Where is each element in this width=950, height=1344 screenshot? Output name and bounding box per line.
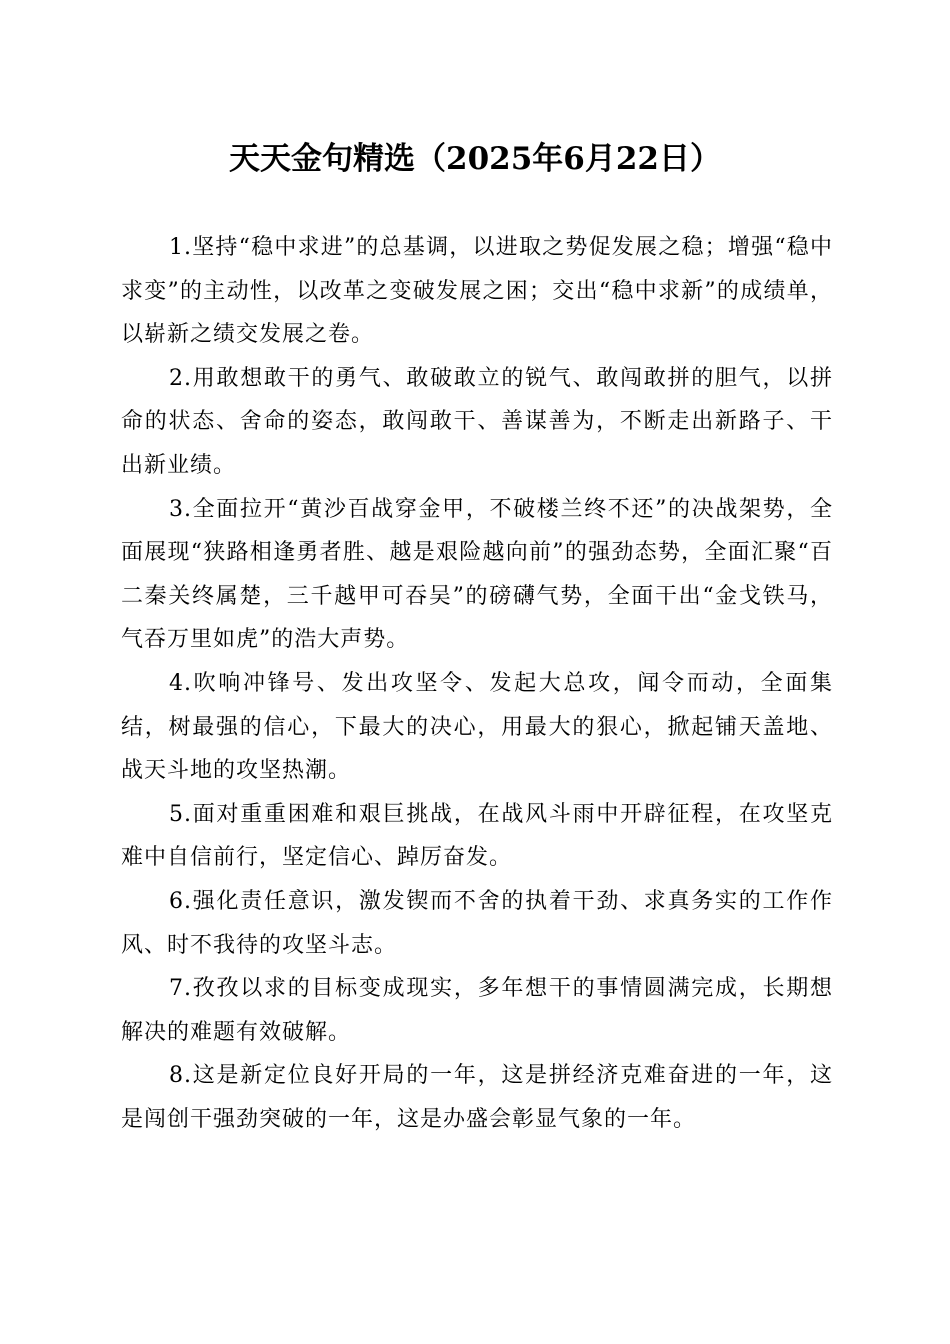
paragraph-8: 8.这是新定位良好开局的一年，这是拼经济克难奋进的一年，这是闯创干强劲突破的一年，这是办盛会彰显气象的一年。 xyxy=(121,1063,833,1132)
paragraph-4: 4.吹响冲锋号、发出攻坚令、发起大总攻，闻令而动，全面集结，树最强的信心，下最大的决心，用最大的狠心，掀起铺天盖地、战天斗地的攻坚热潮。 xyxy=(121,670,833,784)
paragraph-2: 2.用敢想敢干的勇气、敢破敢立的锐气、敢闯敢拼的胆气，以拼命的状态、舍命的姿态，敢闯敢干、善谋善为，不断走出新路子、干出新业绩。 xyxy=(121,365,833,478)
document-title: 天天金句精选（2025年6月22日） xyxy=(229,141,721,177)
paragraph-5: 5.面对重重困难和艰巨挑战，在战风斗雨中开辟征程，在攻坚克难中自信前行，坚定信心、踔厉奋发。 xyxy=(121,801,833,871)
paragraph-6: 6.强化责任意识，激发锲而不舍的执着干劲、求真务实的工作作风、时不我待的攻坚斗志。 xyxy=(121,888,833,958)
document-body xyxy=(121,226,833,1141)
paragraph-1: 1.坚持“稳中求进”的总基调，以进取之势促发展之稳；增强“稳中求变”的主动性，以改革之变破发展之困；交出“稳中求新”的成绩单，以崭新之绩交发展之卷。 xyxy=(121,235,833,348)
paragraph-7: 7.孜孜以求的目标变成现实，多年想干的事情圆满完成，长期想解决的难题有效破解。 xyxy=(121,976,833,1045)
paragraph-3: 3.全面拉开“黄沙百战穿金甲，不破楼兰终不还”的决战架势，全面展现“狭路相逢勇者胜、越是艰险越向前”的强劲态势，全面汇聚“百二秦关终属楚，三千越甲可吞吴”的磅礴气势，全面干出“金戈铁马，气吞万里如虎”的浩大声势。 xyxy=(121,496,833,653)
